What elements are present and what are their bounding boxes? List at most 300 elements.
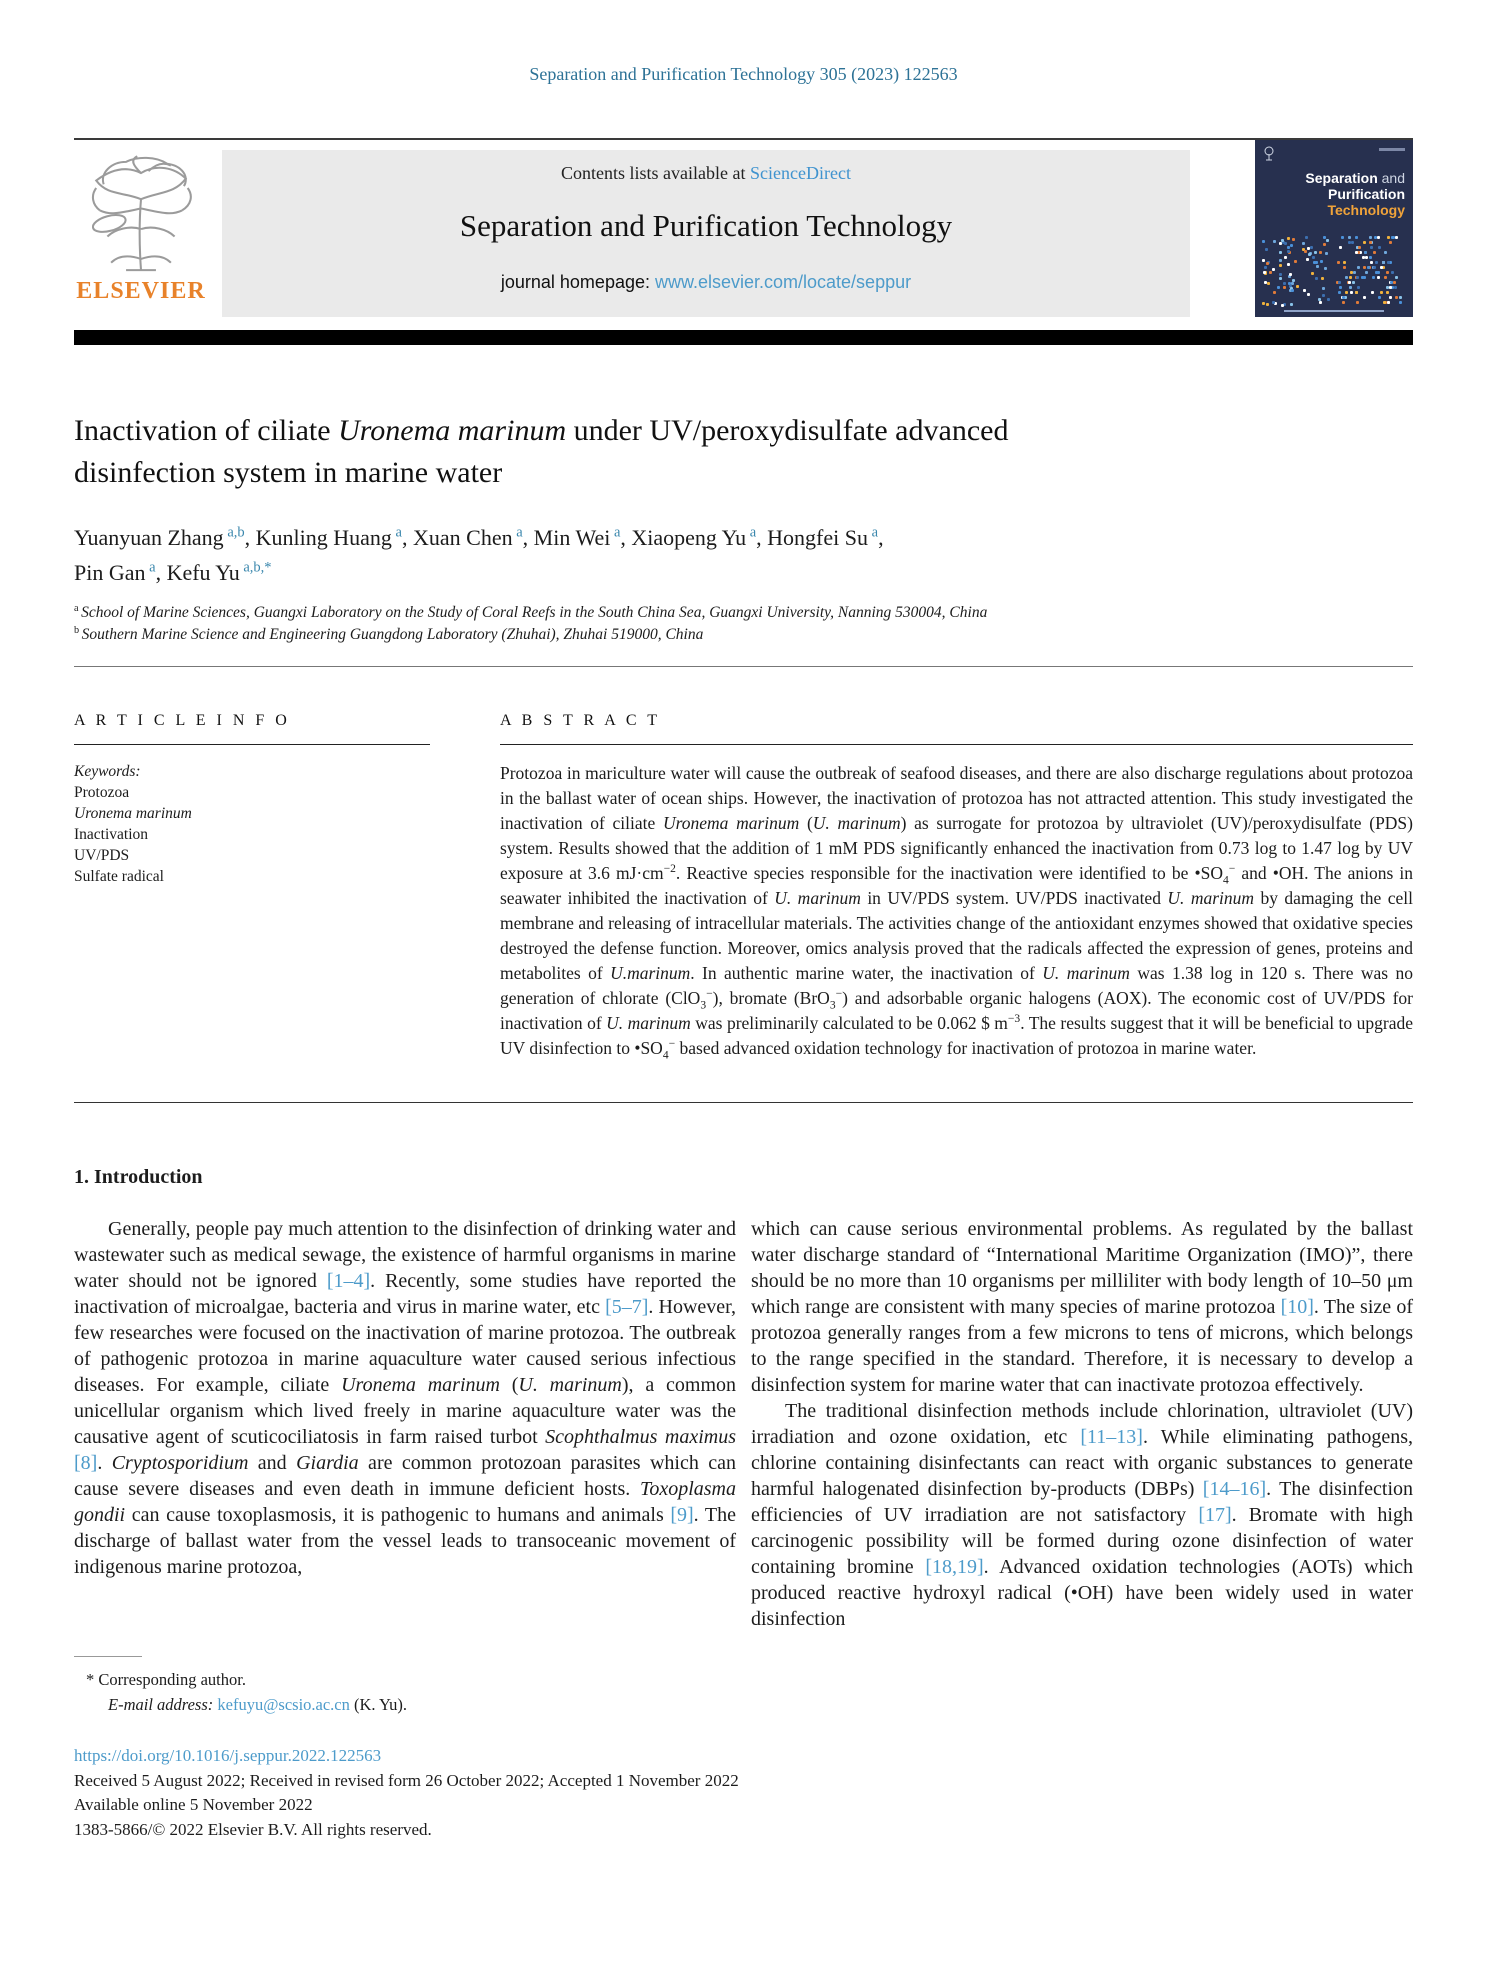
affiliation-a (74, 602, 1324, 624)
text-segment: Cryptosporidium (111, 1452, 249, 1474)
cover-dot (1369, 236, 1372, 239)
cover-dot (1377, 236, 1380, 239)
text-segment: Yuanyuan Zhang (74, 525, 224, 550)
ref-link-8[interactable]: [8] (74, 1452, 98, 1474)
text-segment: U. marinum (1042, 963, 1130, 983)
cover-dot (1262, 259, 1265, 262)
cover-dot (1303, 289, 1306, 292)
text-segment: − (706, 988, 713, 1001)
cover-dot (1323, 236, 1326, 239)
text-segment: Scophthalmus maximus (545, 1426, 736, 1448)
text-segment: Uronema marinum (74, 805, 192, 822)
cover-dot (1369, 241, 1372, 244)
ref-link-17[interactable]: [17] (1198, 1504, 1232, 1526)
cover-dot (1394, 286, 1397, 289)
cover-dot (1359, 251, 1362, 254)
journal-header-box (222, 150, 1190, 317)
cover-dot (1345, 291, 1348, 294)
text-segment: , Kefu Yu (155, 560, 240, 585)
paper-title (74, 410, 1024, 494)
text-segment: − (1228, 863, 1236, 876)
footnote (74, 1656, 736, 1717)
cover-dot (1399, 296, 1402, 299)
text-segment: by damaging the cell membrane and releasing of intracellular materials. The activities change of the antioxidant enzymes showed that oxidative species destroyed the defense function. Moreover, omics analysis proved that the radicals affected the expression of genes, proteins and metabolites of (500, 888, 1413, 983)
text-segment: U. marinum (812, 813, 901, 833)
author-line-2 (74, 555, 1274, 590)
text-segment: a (867, 524, 879, 541)
cover-dot (1348, 241, 1351, 244)
cover-title-line2 (1305, 186, 1405, 202)
cover-dot (1391, 236, 1394, 239)
cover-dot (1363, 266, 1366, 269)
text-segment: under UV/peroxydisulfate advanced disinfection system in marine water (74, 414, 1009, 489)
cover-dot (1395, 276, 1398, 279)
cover-elsevier-mark-icon (1263, 146, 1275, 162)
elsevier-wordmark: ELSEVIER (76, 278, 206, 304)
cover-dot (1311, 272, 1314, 275)
cover-dot (1365, 256, 1368, 259)
text-segment: . The disinfection efficiencies of UV irradiation are not satisfactory (751, 1478, 1414, 1526)
cover-dot (1389, 296, 1392, 299)
cover-dot (1291, 282, 1294, 285)
cover-dot (1356, 276, 1359, 279)
cover-dot (1279, 277, 1282, 280)
text-segment: The traditional disinfection methods include chlorination, ultraviolet (UV) irradiation and ozone oxidation, etc (751, 1400, 1413, 1448)
text-segment: School of Marine Sciences, Guangxi Laboratory on the Study of Coral Reefs in the South China Sea, Guangxi University, Nanning 530004, China (81, 604, 988, 621)
intro-right-column (751, 1164, 1413, 1632)
text-segment: 3 (829, 999, 836, 1012)
cover-dot (1338, 281, 1341, 284)
text-segment: ( (799, 813, 813, 833)
text-segment: . The results suggest that it will be beneficial to upgrade UV disinfection to •SO (500, 1013, 1413, 1058)
author-list (74, 520, 1274, 590)
text-segment: . Bromate with high carcinogenic possibility will be formed during ozone disinfection of water containing bromine (751, 1504, 1413, 1578)
cover-dot (1289, 273, 1292, 276)
received-dates: Received 5 August 2022; Received in revised form 26 October 2022; Accepted 1 November 2022 (74, 1770, 739, 1790)
text-segment: Toxoplasma gondii (74, 1478, 736, 1526)
cover-dot (1348, 236, 1351, 239)
text-segment: , Min Wei (522, 525, 611, 550)
available-online: Available online 5 November 2022 (74, 1795, 313, 1814)
text-segment: Sulfate radical (74, 868, 164, 885)
cover-dot (1349, 276, 1352, 279)
article-info-column (74, 712, 430, 1061)
cover-dot (1290, 244, 1293, 247)
cover-dot (1281, 304, 1284, 307)
cover-dot (1348, 281, 1351, 284)
text-segment: Generally, people pay much attention to the disinfection of drinking water and wastewater such as medical sewage, the existence of harmful organisms in marine water should not be ignored (74, 1218, 736, 1292)
cover-dot (1351, 241, 1354, 244)
text-segment: , (878, 525, 884, 550)
text-segment: − (835, 988, 843, 1001)
divider (74, 666, 1413, 667)
cover-dot (1287, 250, 1290, 253)
text-segment: which can cause serious environmental problems. As regulated by the ballast water discharge standard of “International Maritime Organization (IMO)”, there should be no more than 10 organisms per milliliter with body length of 10–50 μm which range are consistent with many species of marine protozoa (751, 1218, 1413, 1318)
abstract-heading: A B S T R A C T (500, 712, 661, 729)
cover-dot (1305, 236, 1308, 239)
text-segment: . However, few researches were focused on the inactivation of marine protozoa. The outbreak of pathogenic protozoa in marine aquaculture water caused serious infectious diseases. For example, ciliate (74, 1296, 737, 1396)
cover-dot (1279, 251, 1282, 254)
info-abstract-section (74, 712, 1413, 1061)
abstract-rule (500, 744, 1413, 745)
cover-dot (1319, 301, 1322, 304)
cover-dot (1292, 238, 1295, 241)
cover-dot (1264, 266, 1267, 269)
cover-dot (1315, 277, 1318, 280)
text-segment: a (145, 559, 156, 576)
text-segment: based advanced oxidation technology for inactivation of protozoa in marine water. (675, 1038, 1257, 1058)
cover-dot (1306, 258, 1309, 261)
cover-dot (1325, 252, 1328, 255)
text-segment: a (391, 524, 402, 541)
text-segment: E-mail address: (108, 1695, 218, 1714)
cover-dot (1279, 242, 1282, 245)
affiliation-b (74, 624, 1324, 646)
text-segment: Technology (1327, 202, 1405, 218)
cover-dot (1313, 261, 1316, 264)
article-info-rule (74, 744, 430, 745)
elsevier-tree-icon (85, 150, 197, 282)
cover-dot (1357, 266, 1360, 269)
cover-dot (1279, 264, 1282, 267)
ref-link-5-7[interactable]: [5–7] (605, 1296, 649, 1318)
text-segment: UV/PDS (74, 847, 130, 864)
text-segment: and (1377, 170, 1405, 186)
text-segment: and •OH. The anions in seawater inhibited the inactivation of (500, 863, 1413, 908)
cover-title (1305, 170, 1405, 218)
sciencedirect-link[interactable]: ScienceDirect (750, 163, 851, 183)
elsevier-logo (74, 150, 208, 316)
text-segment: ) as surrogate for protozoa by ultraviolet (UV)/peroxydisulfate (PDS) system. Results showed that the addition of 1 mM PDS significantly enhanced the inactivation from 0.73 log to 1.47 log by UV exposure at 3.6 mJ·cm (500, 813, 1413, 883)
text-segment: (K. Yu). (349, 1695, 408, 1714)
text-segment: Uronema marinum (338, 414, 567, 447)
cover-dot (1399, 301, 1402, 304)
cover-dot (1337, 261, 1340, 264)
cover-title-line1 (1305, 170, 1405, 186)
text-segment: Protozoa in mariculture water will cause the outbreak of seafood diseases, and there are also discharge regulations about protozoa in the ballast water of ocean ships. However, the inactivation of protozoa has not attracted attention. This study investigated the inactivation of ciliate (500, 763, 1413, 833)
cover-dot (1314, 251, 1317, 254)
cover-dot (1386, 291, 1389, 294)
divider (74, 1102, 1413, 1103)
text-segment: Pin Gan (74, 560, 146, 585)
text-segment: . Recently, some studies have reported the inactivation of microalgae, bacteria and virus in marine water, etc (74, 1270, 736, 1318)
cover-dot (1322, 287, 1325, 290)
text-segment: Purification (1327, 186, 1405, 202)
cover-dot (1375, 261, 1378, 264)
text-segment: b (74, 624, 82, 636)
cover-dot (1310, 246, 1313, 249)
text-segment: , Xiaopeng Yu (620, 525, 747, 550)
cover-dot (1352, 281, 1355, 284)
ref-link-1-4[interactable]: [1–4] (326, 1270, 371, 1292)
ref-link-18-19[interactable]: [18,19] (925, 1556, 984, 1578)
ref-link-14-16[interactable]: [14–16] (1202, 1478, 1267, 1500)
intro-paragraph (751, 1216, 1413, 1398)
text-segment: journal homepage: (500, 272, 655, 292)
text-segment: Inactivation (74, 826, 149, 843)
cover-dot (1338, 291, 1341, 294)
text-segment: Giardia (296, 1452, 359, 1474)
journal-title: Separation and Purification Technology (459, 208, 953, 243)
cover-dot (1374, 236, 1377, 239)
abstract-column (500, 712, 1413, 1061)
text-segment: ), a common unicellular organism which lived freely in marine aquaculture water was the causative agent of scuticociliatosis in farm raised turbot (74, 1374, 736, 1448)
cover-issue-label (1379, 148, 1405, 151)
cover-dot (1384, 251, 1387, 254)
text-segment: . Advanced oxidation technologies (AOTs) which produced reactive hydroxyl radical (•OH) have been widely used in water disinfection (751, 1556, 1413, 1630)
text-segment: a (74, 602, 82, 614)
keywords-label: Keywords: (74, 763, 141, 780)
cover-dot (1370, 261, 1373, 264)
cover-dot (1393, 281, 1396, 284)
text-segment: Southern Marine Science and Engineering Guangdong Laboratory (Zhuhai), Zhuhai 519000, China (81, 626, 704, 643)
cover-dot (1395, 296, 1398, 299)
cover-dot (1355, 251, 1358, 254)
cover-dot (1273, 291, 1276, 294)
text-segment: , Kunling Huang (244, 525, 392, 550)
cover-dot (1279, 259, 1282, 262)
cover-dot (1395, 236, 1398, 239)
keyword-item (74, 803, 430, 824)
text-segment: Inactivation of ciliate (74, 414, 339, 447)
text-segment: . Reactive species responsible for the inactivation were identified to be •SO (675, 863, 1223, 883)
cover-dot (1296, 285, 1299, 288)
cover-dot (1370, 246, 1373, 249)
text-segment: a (610, 524, 621, 541)
cover-dot (1389, 261, 1392, 264)
footer (74, 1744, 1413, 1842)
footnote-rule (74, 1656, 142, 1657)
text-segment: a,b,* (239, 559, 272, 576)
cover-dot (1288, 282, 1291, 285)
text-segment: U. marinum (518, 1374, 622, 1396)
cover-dot (1378, 296, 1381, 299)
keywords-list (74, 782, 430, 887)
text-segment: Protozoa (74, 784, 130, 801)
cover-dot (1380, 291, 1383, 294)
cover-dot (1380, 266, 1383, 269)
cover-dot (1290, 303, 1293, 306)
cover-dot (1342, 296, 1345, 299)
cover-dot (1363, 241, 1366, 244)
cover-dot (1384, 276, 1387, 279)
text-segment: ) and adsorbable organic halogens (AOX). The economic cost of UV/PDS for inactivation of (500, 988, 1413, 1033)
cover-dot (1284, 256, 1287, 259)
cover-dot (1266, 303, 1269, 306)
cover-dot (1266, 262, 1269, 265)
cover-dot (1386, 271, 1389, 274)
cover-dot (1353, 271, 1356, 274)
cover-dot (1358, 246, 1361, 249)
cover-dot (1369, 256, 1372, 259)
cover-dot (1382, 261, 1385, 264)
text-segment: a (512, 524, 523, 541)
cover-dot (1389, 286, 1392, 289)
keyword-item (74, 824, 430, 845)
cover-dot (1357, 286, 1360, 289)
cover-dot (1262, 240, 1265, 243)
text-segment: Separation (1305, 170, 1378, 186)
cover-dot (1365, 271, 1368, 274)
doi-link[interactable]: https://doi.org/10.1016/j.seppur.2022.122563 (74, 1746, 382, 1765)
text-segment: , Hongfei Su (756, 525, 868, 550)
text-segment: U. marinum (774, 888, 861, 908)
cover-dot (1272, 301, 1275, 304)
text-segment: U.marinum (610, 963, 691, 983)
cover-dot (1363, 276, 1366, 279)
journal-citation: Separation and Purification Technology 305 (2023) 122563 (529, 64, 958, 84)
cover-dot (1364, 251, 1367, 254)
section-heading-introduction: 1. Introduction (74, 1166, 203, 1188)
cover-dot (1387, 236, 1390, 239)
cover-dot (1287, 246, 1290, 249)
cover-dot (1294, 260, 1297, 263)
affiliations (74, 602, 1324, 646)
cover-dot (1373, 251, 1376, 254)
cover-dot (1363, 296, 1366, 299)
cover-dot (1302, 242, 1305, 245)
cover-dot (1267, 282, 1270, 285)
cover-dot (1356, 301, 1359, 304)
ref-link-10[interactable]: [10] (1280, 1296, 1314, 1318)
cover-dot (1273, 240, 1276, 243)
cover-dot (1312, 256, 1315, 259)
cover-dot (1350, 291, 1353, 294)
cover-dot (1272, 268, 1275, 271)
text-segment: . The discharge of ballast water from the vessel leads to transoceanic movement of indigenous marine protozoa, (74, 1504, 736, 1578)
cover-dot (1322, 294, 1325, 297)
cover-dot (1287, 237, 1290, 240)
contents-line (561, 163, 851, 184)
cover-dot (1307, 293, 1310, 296)
cover-dot (1373, 266, 1376, 269)
cover-dot (1323, 243, 1326, 246)
text-segment: a,b (223, 524, 245, 541)
cover-dot (1291, 289, 1294, 292)
text-segment: can cause toxoplasmosis, it is pathogenic to humans and animals (125, 1504, 671, 1526)
text-segment: was 1.38 log in 120 s. There was no generation of chlorate (ClO (500, 963, 1413, 1008)
cover-dot (1265, 248, 1268, 251)
corresponding-author-note: * Corresponding author. (86, 1670, 246, 1689)
journal-homepage-link[interactable]: www.elsevier.com/locate/seppur (654, 272, 912, 292)
intro-paragraph (751, 1398, 1413, 1632)
cover-dot (1327, 298, 1330, 301)
text-segment: − (668, 1038, 676, 1051)
cover-dots (1255, 232, 1413, 308)
text-segment: , Xuan Chen (402, 525, 513, 550)
cover-title-line3 (1305, 202, 1405, 218)
cover-dot (1319, 251, 1322, 254)
text-segment: was preliminarily calculated to be 0.062 $ m (690, 1013, 1008, 1033)
cover-dot (1371, 291, 1374, 294)
text-segment: in UV/PDS system. UV/PDS inactivated (860, 888, 1168, 908)
cover-dot (1345, 276, 1348, 279)
cover-dot (1279, 273, 1282, 276)
cover-dot (1343, 261, 1346, 264)
cover-dot (1269, 271, 1272, 274)
introduction-section (74, 1164, 1413, 1632)
text-segment: 4 (662, 1049, 669, 1062)
cover-dot (1264, 281, 1267, 284)
text-segment: Uronema marinum (662, 813, 800, 833)
intro-left-column (74, 1164, 736, 1632)
cover-dot (1339, 246, 1342, 249)
cover-dot (1283, 286, 1286, 289)
text-segment: are common protozoan parasites which can cause severe diseases and even death in immune deficient hosts. (74, 1452, 736, 1500)
header-rule (74, 138, 1413, 140)
cover-dot (1387, 261, 1390, 264)
cover-dot (1343, 266, 1346, 269)
cover-dot (1324, 267, 1327, 270)
author-line-1 (74, 520, 1274, 555)
cover-dot (1377, 276, 1380, 279)
text-segment: 3 (700, 999, 707, 1012)
ref-link-9[interactable]: [9] (670, 1504, 694, 1526)
text-segment: . (97, 1452, 112, 1474)
text-segment: ), bromate (BrO (712, 988, 830, 1008)
keyword-item (74, 866, 430, 887)
cover-dot (1320, 260, 1323, 263)
cover-dot (1277, 286, 1280, 289)
email-link[interactable]: kefuyu@scsio.ac.cn (217, 1695, 350, 1714)
black-divider-bar (74, 330, 1413, 345)
text-segment: . The size of protozoa generally ranges from a few microns to tens of microns, which belongs to the range specified in the standard. Therefore, it is necessary to develop a disinfection system for marine water that can inactivate protozoa effectively. (751, 1296, 1413, 1396)
cover-dot (1372, 276, 1375, 279)
text-segment: −3 (1007, 1013, 1021, 1026)
cover-dot (1355, 291, 1358, 294)
keyword-item (74, 782, 430, 803)
text-segment: 4 (1222, 874, 1229, 887)
cover-dot (1326, 239, 1329, 242)
cover-dot (1262, 302, 1265, 305)
cover-dot (1391, 271, 1394, 274)
intro-paragraph (74, 1216, 736, 1580)
cover-dot (1367, 266, 1370, 269)
cover-dot (1316, 265, 1319, 268)
cover-dot (1342, 301, 1345, 304)
text-segment: a (746, 524, 757, 541)
ref-link-11-13[interactable]: [11–13] (1080, 1426, 1143, 1448)
cover-dot (1284, 242, 1287, 245)
text-segment: . In authentic marine water, the inactivation of (690, 963, 1043, 983)
cover-dot (1375, 271, 1378, 274)
email-line (74, 1692, 736, 1717)
journal-cover-thumbnail (1255, 140, 1413, 317)
cover-dot (1341, 236, 1344, 239)
article-info-heading: A R T I C L E I N F O (74, 712, 291, 729)
copyright-line: 1383-5866/© 2022 Elsevier B.V. All rights reserved. (74, 1819, 432, 1839)
text-segment: Uronema marinum (341, 1374, 500, 1396)
text-segment: −2 (663, 863, 676, 876)
cover-dot (1321, 277, 1324, 280)
text-segment: and (248, 1452, 297, 1474)
cover-footer-line (1284, 310, 1384, 312)
cover-dot (1355, 236, 1358, 239)
keyword-item (74, 845, 430, 866)
cover-dot (1339, 286, 1342, 289)
cover-dot (1308, 253, 1311, 256)
text-segment: U. marinum (1167, 888, 1255, 908)
cover-dot (1304, 250, 1307, 253)
cover-dot (1378, 246, 1381, 249)
text-segment: U. marinum (606, 1013, 691, 1033)
abstract-text (500, 761, 1413, 1061)
cover-dot (1383, 301, 1386, 304)
cover-dot (1389, 241, 1392, 244)
cover-dot (1349, 286, 1352, 289)
cover-dot (1287, 263, 1290, 266)
journal-homepage-line (501, 272, 911, 293)
